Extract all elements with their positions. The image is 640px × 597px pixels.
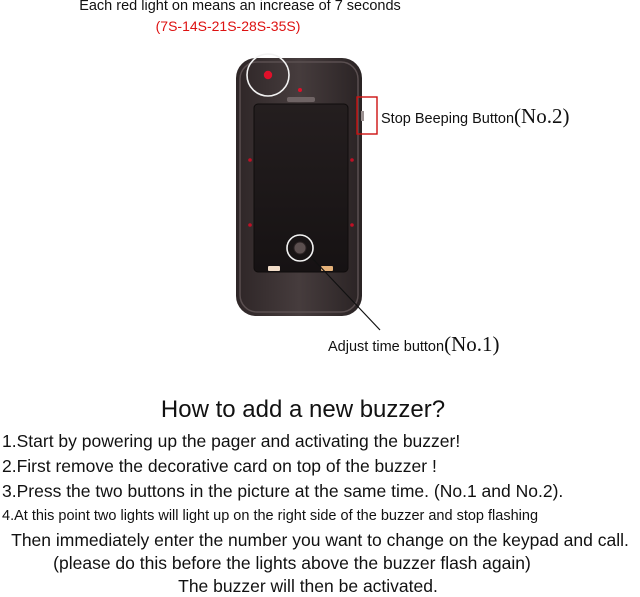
red-light-right-2 bbox=[350, 223, 354, 227]
adjust-time-label bbox=[328, 332, 499, 357]
instructions-heading: How to add a new buzzer? bbox=[160, 396, 446, 423]
adjust-time-button-icon bbox=[294, 242, 306, 254]
red-light-right-1 bbox=[350, 158, 354, 162]
red-light-caption: Each red light on means an increase of 7 seconds bbox=[79, 0, 401, 14]
stop-beeping-number: (No.2) bbox=[514, 104, 570, 128]
seconds-sequence: (7S-14S-21S-28S-35S) bbox=[155, 18, 301, 34]
adjust-time-number: (No.1) bbox=[444, 332, 500, 356]
stop-beeping-button-icon bbox=[361, 111, 364, 121]
red-light-top-large bbox=[264, 71, 272, 79]
red-light-left-1 bbox=[248, 158, 252, 162]
red-light-left-2 bbox=[248, 223, 252, 227]
final-activation-text: The buzzer will then be activated. bbox=[178, 576, 438, 596]
step-3: 3.Press the two buttons in the picture at the same time. (No.1 and No.2). bbox=[2, 481, 564, 501]
step-4-continued: Then immediately enter the number you want to change on the keypad and call. bbox=[11, 530, 629, 550]
step-4: 4.At this point two lights will light up on the right side of the buzzer and stop flashing bbox=[2, 508, 539, 524]
timing-note: (please do this before the lights above the buzzer flash again) bbox=[53, 553, 531, 573]
step-1: 1.Start by powering up the pager and activating the buzzer! bbox=[2, 431, 461, 451]
speaker-slot bbox=[287, 97, 315, 102]
step-2: 2.First remove the decorative card on top of the buzzer ! bbox=[2, 456, 437, 476]
bottom-indicator-left bbox=[268, 266, 280, 271]
stop-beeping-text: Stop Beeping Button bbox=[381, 111, 515, 127]
adjust-time-text: Adjust time button bbox=[328, 339, 445, 355]
stop-beeping-label bbox=[381, 104, 569, 129]
red-light-top-small bbox=[298, 88, 302, 92]
